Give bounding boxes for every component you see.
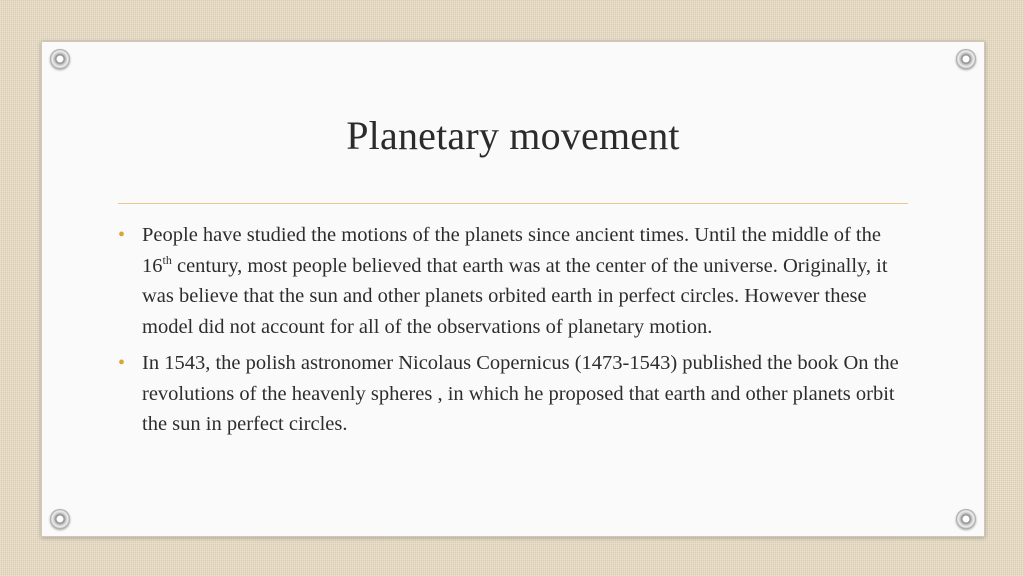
bullet-item (118, 348, 908, 440)
bullet-text: In 1543, the polish astronomer Nicolaus Copernicus (1473-1543) published the book On the revolutions of the heavenly spheres , in which he proposed that earth and other planets orbit the sun in perfect circles. (142, 352, 899, 435)
slide-title: Planetary movement (346, 113, 680, 158)
rivet-icon (50, 509, 70, 529)
rivet-icon (50, 49, 70, 69)
bullet-list (118, 220, 908, 446)
bullet-text-part: People have studied the motions of the planets since ancient times. Until the middle of the 16 (142, 224, 881, 277)
rivet-icon (956, 509, 976, 529)
bullet-text-part: century, most people believed that earth was at the center of the universe. Originally, it was believe that the sun and other planets orbited earth in perfect circles. However these model did not account for all of the observations of planetary motion. (142, 254, 888, 338)
bullet-text (142, 224, 888, 338)
bullet-item (118, 220, 908, 342)
bullet-icon: • (118, 224, 126, 246)
bullet-icon: • (118, 352, 126, 374)
superscript: th (162, 252, 172, 267)
rivet-icon (956, 49, 976, 69)
title-divider (118, 203, 908, 204)
slide-card (41, 41, 985, 537)
